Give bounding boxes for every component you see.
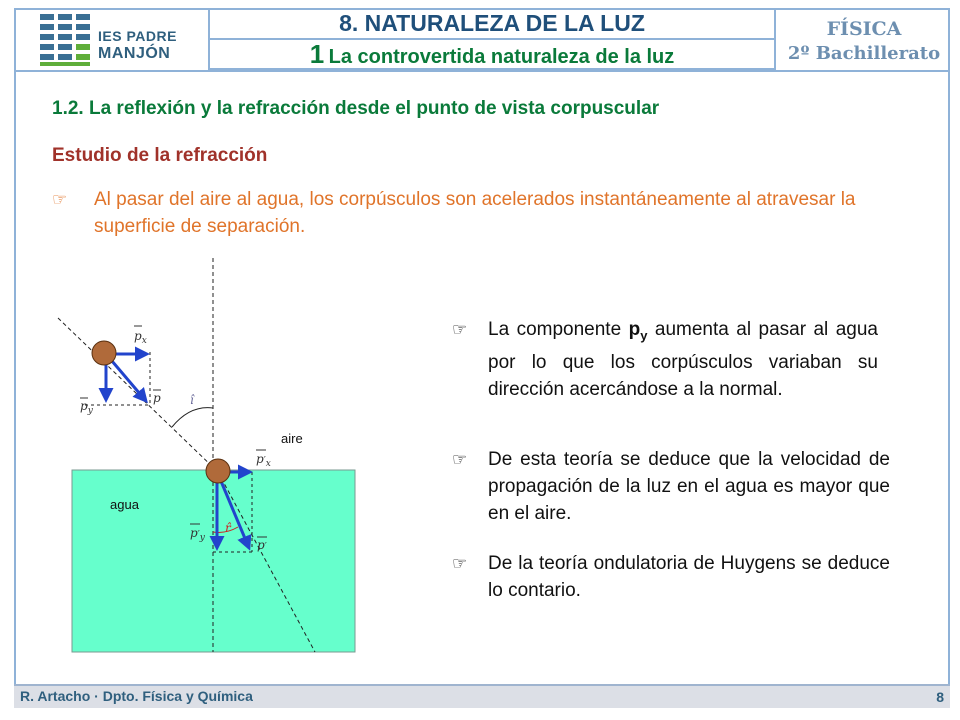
water-label: agua bbox=[110, 497, 139, 512]
incident-particle bbox=[92, 341, 116, 365]
incidence-angle-arc bbox=[172, 408, 213, 427]
logo-text-line2: MANJÓN bbox=[98, 45, 171, 62]
lesson-title-text: La controvertida naturaleza de la luz bbox=[328, 46, 675, 68]
bullet-py-increase-text: La componente $p_y$ aumenta al pasar al agua por lo que los corpúsculos variaban su dirección acercándose a la normal. bbox=[488, 319, 878, 400]
bullet-speed-deduction-text: De esta teoría se deduce que la velocidad de propagación de la luz en el agua es mayor que en el aire. bbox=[488, 449, 890, 524]
pointing-hand-icon: ☞ bbox=[452, 320, 468, 339]
pointing-hand-icon: ☞ bbox=[452, 554, 468, 573]
bullet-huygens bbox=[452, 550, 892, 610]
bullet-speed-deduction bbox=[452, 446, 892, 536]
pointing-hand-icon: ☞ bbox=[52, 190, 68, 209]
subject-name: FÍSICA bbox=[826, 18, 902, 40]
incident-p-label: p bbox=[153, 391, 161, 405]
section-title: 1.2. La reflexión y la refracción desde el punto de vista corpuscular bbox=[52, 98, 660, 119]
incident-angle-label: î bbox=[190, 393, 194, 407]
refracted-p-label: p′ bbox=[257, 538, 267, 552]
incident-py-label: $p_y$ bbox=[80, 399, 93, 416]
pointing-hand-icon: ☞ bbox=[452, 450, 468, 469]
incident-px-label: $p_x$ bbox=[134, 329, 147, 346]
lesson-number: 1 bbox=[309, 39, 325, 69]
footer-author: R. Artacho · Dpto. Física y Química bbox=[20, 688, 253, 704]
course-name: 2º Bachillerato bbox=[787, 43, 941, 64]
air-label: aire bbox=[281, 431, 303, 446]
refracted-py-label: $p'_y$ bbox=[190, 526, 205, 543]
refraction-angle-label: r̂ bbox=[225, 521, 231, 535]
subsection-title: Estudio de la refracción bbox=[52, 145, 268, 166]
bullet-py-increase bbox=[452, 316, 892, 426]
refracted-particle bbox=[206, 459, 230, 483]
logo-text-line1: IES PADRE bbox=[98, 28, 177, 44]
intro-bullet-text: Al pasar del aire al agua, los corpúsculos son acelerados instantáneamente al atravesar la superficie de separación. bbox=[94, 189, 856, 237]
refracted-px-label: $p'_x$ bbox=[256, 452, 271, 469]
footer bbox=[14, 684, 950, 708]
unit-title: 8. NATURALEZA DE LA LUZ bbox=[208, 8, 776, 38]
bullet-huygens-text: De la teoría ondulatoria de Huygens se deduce lo contario. bbox=[488, 553, 890, 601]
page-number: 8 bbox=[936, 689, 944, 705]
